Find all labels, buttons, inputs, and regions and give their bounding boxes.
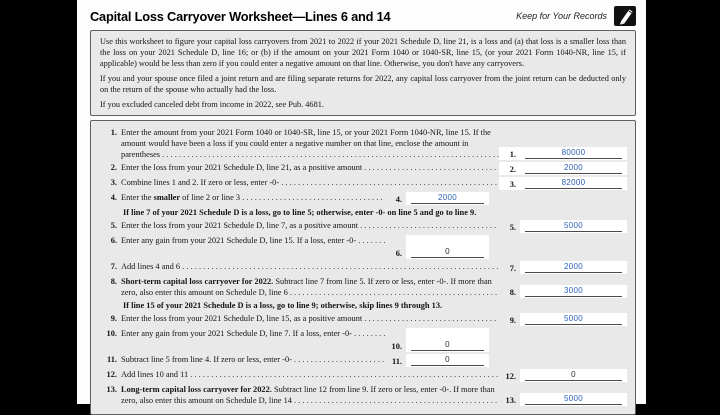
value-area bbox=[499, 313, 627, 326]
pencil-icon bbox=[614, 6, 636, 26]
value-area bbox=[499, 147, 627, 160]
line-number: 1. bbox=[110, 128, 117, 137]
value-line-number: 12. bbox=[505, 372, 516, 381]
value-area bbox=[499, 261, 627, 274]
line-number: 11. bbox=[106, 355, 117, 364]
worksheet-page bbox=[77, 0, 646, 404]
value-line-number: 6. bbox=[395, 249, 402, 258]
page-title: Capital Loss Carryover Worksheet—Lines 6 and 14 bbox=[90, 8, 391, 24]
line-number: 8. bbox=[110, 277, 117, 286]
worksheet-box bbox=[90, 120, 636, 415]
intro-box bbox=[90, 30, 636, 116]
intro-paragraph-2: If you and your spouse once filed a joint return and are filing separate returns for 2022, any capital loss carryover from the joint return can be deducted only on the return of the spouse who actually had the loss. bbox=[100, 74, 626, 94]
line-row-9 bbox=[97, 313, 627, 326]
line-number: 6. bbox=[110, 236, 117, 245]
line-number: 13. bbox=[106, 385, 117, 394]
line-number: 3. bbox=[110, 178, 117, 187]
intro-paragraph-1: Use this worksheet to figure your capital loss carryovers from 2021 to 2022 if your 2021 Schedule D, line 21, is a loss and (a) that loss is a smaller loss than the loss on your 2021 Schedule D, line 16; or (b) if the amount on your 2021 Form 1040 or 1040-SR, line 15, (or your 2021 Form 1040-NR, line 15, if applicable) would be less than zero if you could enter a negative amount on that line. Otherwise, you don't have any carryovers. bbox=[100, 37, 626, 68]
value-text: 0 bbox=[525, 370, 622, 381]
line-row-12 bbox=[97, 369, 627, 382]
value-line-number: 5. bbox=[509, 223, 516, 232]
value-text: 0 bbox=[411, 340, 484, 351]
value-line-number: 2. bbox=[509, 165, 516, 174]
value-text: 5000 bbox=[525, 221, 622, 232]
value-text: 3000 bbox=[525, 286, 622, 297]
line-text: Add lines 4 and 6 bbox=[121, 262, 181, 271]
line-text: Add lines 10 and 11 bbox=[121, 370, 189, 379]
value-text: 0 bbox=[411, 247, 484, 258]
value-line-number: 4. bbox=[395, 195, 402, 204]
value-text: 82000 bbox=[525, 178, 622, 189]
line-text: Enter any gain from your 2021 Schedule D, line 7. If a loss, enter -0- bbox=[121, 329, 352, 338]
line-row-8 bbox=[97, 276, 627, 298]
page-header bbox=[77, 0, 646, 30]
value-text: 5000 bbox=[525, 314, 622, 325]
value-area bbox=[499, 393, 627, 406]
value-field-2[interactable] bbox=[520, 162, 627, 175]
value-line-number: 3. bbox=[509, 180, 516, 189]
line-text: Combine lines 1 and 2. If zero or less, enter -0- bbox=[121, 178, 280, 187]
line-number: 12. bbox=[106, 370, 117, 379]
mid-value-area bbox=[385, 354, 489, 367]
value-area bbox=[499, 162, 627, 175]
line-text: Subtract line 5 from line 4. If zero or less, enter -0- bbox=[121, 355, 292, 364]
value-text: 5000 bbox=[525, 394, 622, 405]
line-text: Enter the loss from your 2021 Schedule D, line 7, as a positive amount bbox=[121, 221, 359, 230]
line-row-6 bbox=[97, 235, 627, 259]
line-number: 5. bbox=[110, 221, 117, 230]
value-area bbox=[499, 177, 627, 190]
value-text: 80000 bbox=[525, 148, 622, 159]
line-text: Long-term capital loss carryover for 2022. Subtract line 12 from line 9. If zero or less, enter -0-. If more than zero, also enter this amount on Schedule D, line 14 bbox=[121, 385, 495, 405]
value-field-10[interactable] bbox=[406, 328, 489, 352]
line-number: 2. bbox=[110, 163, 117, 172]
value-line-number: 7. bbox=[509, 264, 516, 273]
value-line-number: 11. bbox=[391, 357, 402, 366]
line-number: 4. bbox=[110, 193, 117, 202]
value-text: 2000 bbox=[411, 193, 484, 204]
line-row-3 bbox=[97, 177, 627, 190]
line-row-13 bbox=[97, 384, 627, 406]
line-row-2 bbox=[97, 162, 627, 175]
line-row-5 bbox=[97, 220, 627, 233]
value-field-11[interactable] bbox=[406, 354, 489, 367]
line-row-7 bbox=[97, 261, 627, 274]
value-field-9[interactable] bbox=[520, 313, 627, 326]
value-line-number: 10. bbox=[391, 342, 402, 351]
value-text: 2000 bbox=[525, 262, 622, 273]
value-field-8[interactable] bbox=[520, 285, 627, 298]
keep-for-records-label: Keep for Your Records bbox=[516, 11, 607, 21]
value-area bbox=[499, 285, 627, 298]
value-area bbox=[499, 220, 627, 233]
value-field-1[interactable] bbox=[520, 147, 627, 160]
value-line-number: 1. bbox=[509, 150, 516, 159]
instruction-note-2: If line 15 of your 2021 Schedule D is a loss, go to line 9; otherwise, skip lines 9 through 13. bbox=[123, 301, 443, 310]
value-field-3[interactable] bbox=[520, 177, 627, 190]
value-field-13[interactable] bbox=[520, 393, 627, 406]
mid-value-area bbox=[385, 328, 489, 352]
value-line-number: 9. bbox=[509, 316, 516, 325]
value-text: 0 bbox=[411, 355, 484, 366]
value-line-number: 13. bbox=[505, 396, 516, 405]
value-text: 2000 bbox=[525, 163, 622, 174]
intro-paragraph-3: If you excluded canceled debt from income in 2022, see Pub. 4681. bbox=[100, 100, 324, 109]
value-field-4[interactable] bbox=[406, 192, 489, 205]
value-field-5[interactable] bbox=[520, 220, 627, 233]
value-field-7[interactable] bbox=[520, 261, 627, 274]
line-number: 7. bbox=[110, 262, 117, 271]
instruction-note-1: If line 7 of your 2021 Schedule D is a loss, go to line 5; otherwise, enter -0- on line 5 and go to line 9. bbox=[123, 208, 477, 217]
line-text: Enter any gain from your 2021 Schedule D, line 15. If a loss, enter -0- bbox=[121, 236, 357, 245]
line-text: Enter the smaller of line 2 or line 3 bbox=[121, 193, 241, 202]
line-row-10 bbox=[97, 328, 627, 352]
line-text: Enter the loss from your 2021 Schedule D, line 15, as a positive amount bbox=[121, 314, 363, 323]
line-number: 10. bbox=[106, 329, 117, 338]
value-field-6[interactable] bbox=[406, 235, 489, 259]
line-number: 9. bbox=[110, 314, 117, 323]
value-line-number: 8. bbox=[509, 288, 516, 297]
line-row-11 bbox=[97, 354, 627, 367]
line-text: Enter the loss from your 2021 Schedule D, line 21, as a positive amount bbox=[121, 163, 363, 172]
line-row-1 bbox=[97, 127, 627, 160]
mid-value-area bbox=[385, 192, 489, 205]
mid-value-area bbox=[385, 235, 489, 259]
line-text: Short-term capital loss carryover for 2022. Subtract line 7 from line 5. If zero or less, enter -0-. If more than zero, also enter this amount on Schedule D, line 6 bbox=[121, 277, 492, 297]
value-area bbox=[499, 369, 627, 382]
value-field-12[interactable] bbox=[520, 369, 627, 382]
line-row-4 bbox=[97, 192, 627, 205]
line-text: Enter the amount from your 2021 Form 1040 or 1040-SR, line 15, or your 2021 Form 1040-NR, line 15. If the amount would have been a loss if you could enter a negative number on that line, enclose the amount in parentheses bbox=[121, 128, 491, 159]
